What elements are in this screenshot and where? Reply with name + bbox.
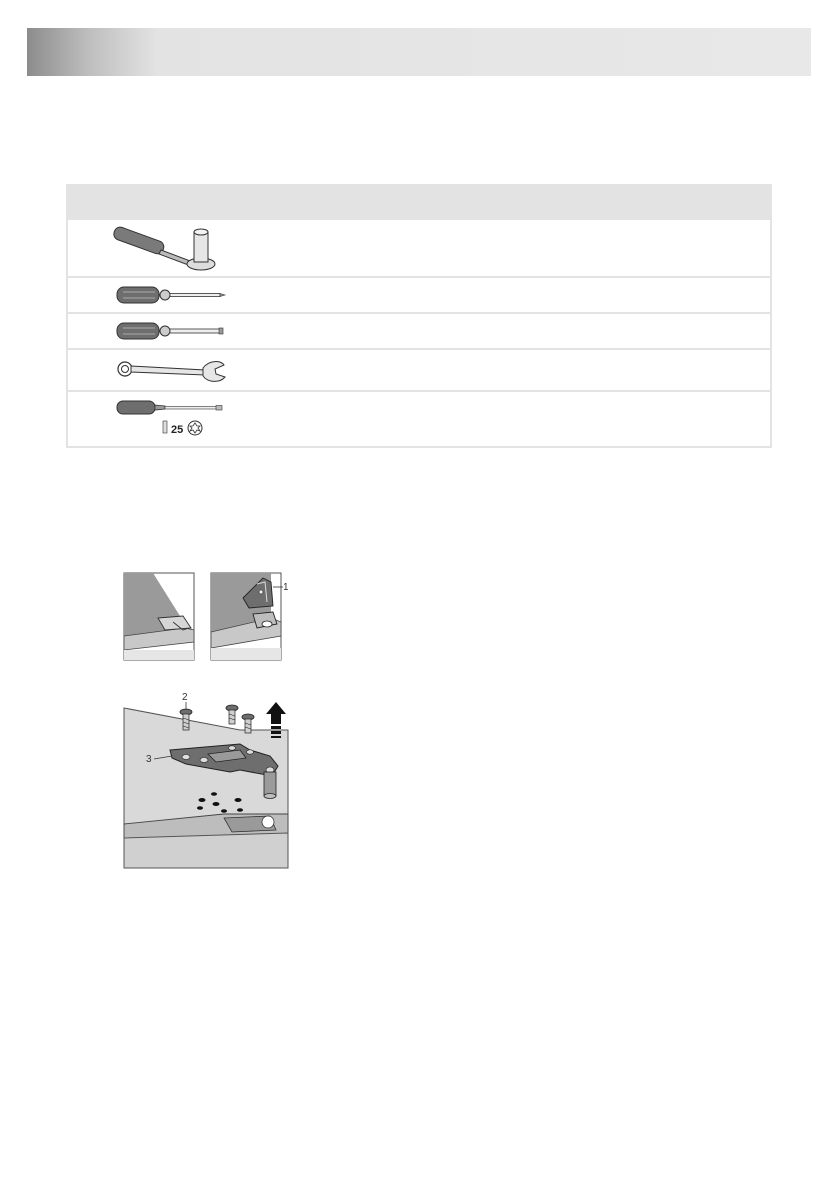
tools-table-header	[66, 184, 772, 218]
callout-2: 2	[182, 692, 188, 703]
tool-image-cell	[68, 278, 274, 312]
socket-wrench-icon	[111, 222, 231, 274]
tool-image-cell	[68, 220, 274, 276]
table-row	[68, 392, 770, 446]
tool-description	[276, 220, 770, 276]
flat-screwdriver-icon	[115, 320, 227, 342]
tool-image-cell	[68, 350, 274, 390]
table-row	[68, 314, 770, 348]
callout-3: 3	[146, 754, 152, 765]
combination-wrench-icon	[115, 356, 227, 384]
hinge-removal-figure	[120, 688, 292, 870]
hinge-removal-illustration	[120, 688, 292, 870]
tool-description	[276, 392, 770, 446]
tool-description	[276, 278, 770, 312]
hinge-cover-figure	[123, 572, 293, 662]
hinge-cover-illustration	[123, 572, 293, 662]
phillips-screwdriver-icon	[115, 284, 227, 306]
tool-image-cell	[68, 392, 274, 446]
table-row	[68, 350, 770, 390]
table-row	[68, 220, 770, 276]
torx-screwdriver-icon	[115, 397, 227, 441]
tool-description	[276, 350, 770, 390]
callout-1: 1	[283, 582, 289, 593]
tools-table	[66, 184, 772, 448]
screw-icon	[226, 705, 238, 724]
tool-image-cell	[68, 314, 274, 348]
table-row	[68, 278, 770, 312]
tool-description	[276, 314, 770, 348]
torx-bit-size: 25	[171, 424, 184, 436]
section-header-bar	[27, 28, 811, 76]
